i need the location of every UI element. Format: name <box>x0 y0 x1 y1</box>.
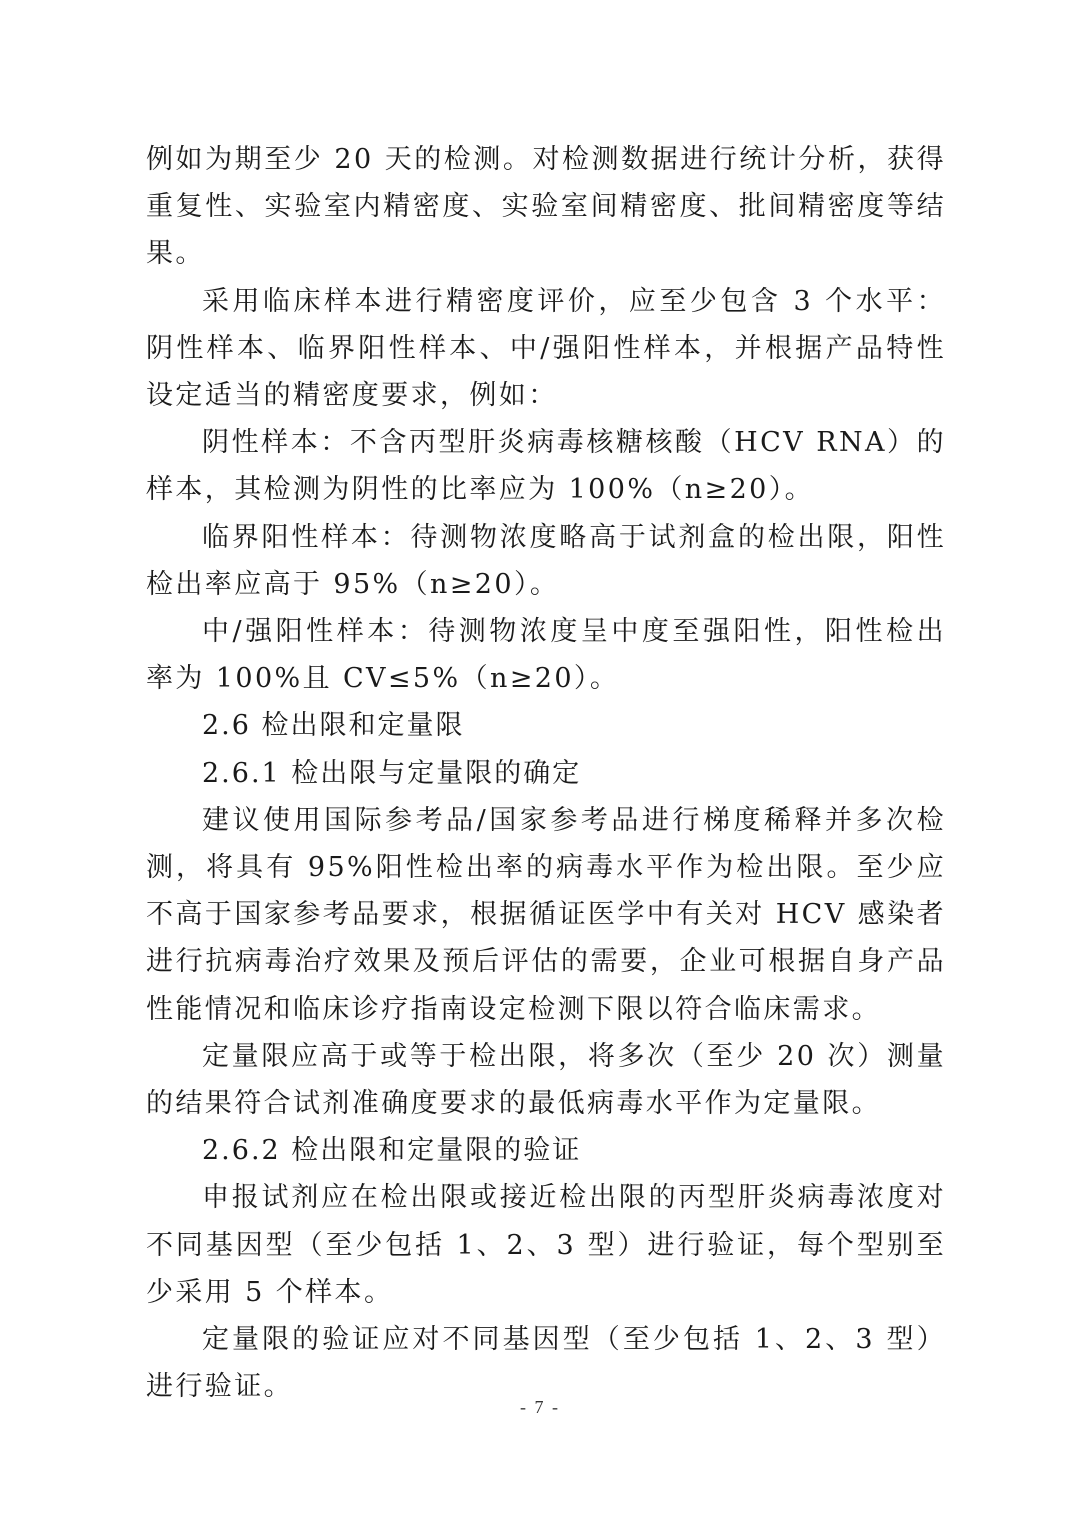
paragraph-precision-continuation: 例如为期至少 20 天的检测。对检测数据进行统计分析，获得重复性、实验室内精密度、实验室间精密度、批间精密度等结果。 <box>146 144 946 270</box>
document-body <box>146 136 946 1410</box>
paragraph-moderate-strong-positive-sample: 中/强阳性样本：待测物浓度呈中度至强阳性，阳性检出率为 100%且 CV≤5%（n≥20）。 <box>146 616 946 695</box>
paragraph-lod-determination: 建议使用国际参考品/国家参考品进行梯度稀释并多次检测，将具有 95%阳性检出率的病毒水平作为检出限。至少应不高于国家参考品要求，根据循证医学中有关对 HCV 感染者进行抗病毒治疗效果及预后评估的需要，企业可根据自身产品性能情况和临床诊疗指南设定检测下限以符合临床需求。 <box>146 804 946 1025</box>
paragraph-negative-sample: 阴性样本：不含丙型肝炎病毒核糖核酸（HCV RNA）的样本，其检测为阴性的比率应为 100%（n≥20）。 <box>146 427 946 506</box>
section-heading-2-6-1: 2.6.1 检出限与定量限的确定 <box>202 757 582 789</box>
page-number: - 7 - <box>520 1397 560 1417</box>
section-heading-2-6-2: 2.6.2 检出限和定量限的验证 <box>202 1135 582 1167</box>
paragraph-borderline-positive-sample: 临界阳性样本：待测物浓度略高于试剂盒的检出限，阳性检出率应高于 95%（n≥20）。 <box>146 521 946 600</box>
paragraph-lod-verification: 申报试剂应在检出限或接近检出限的丙型肝炎病毒浓度对不同基因型（至少包括 1、2、3 型）进行验证，每个型别至少采用 5 个样本。 <box>146 1182 946 1308</box>
paragraph-clinical-sample-precision: 采用临床样本进行精密度评价，应至少包含 3 个水平：阴性样本、临界阳性样本、中/强阳性样本，并根据产品特性设定适当的精密度要求，例如： <box>146 285 946 412</box>
paragraph-loq-definition: 定量限应高于或等于检出限，将多次（至少 20 次）测量的结果符合试剂准确度要求的最低病毒水平作为定量限。 <box>146 1040 946 1120</box>
section-heading-2-6: 2.6 检出限和定量限 <box>202 710 465 742</box>
paragraph-loq-verification: 定量限的验证应对不同基因型（至少包括 1、2、3 型）进行验证。 <box>146 1324 946 1403</box>
